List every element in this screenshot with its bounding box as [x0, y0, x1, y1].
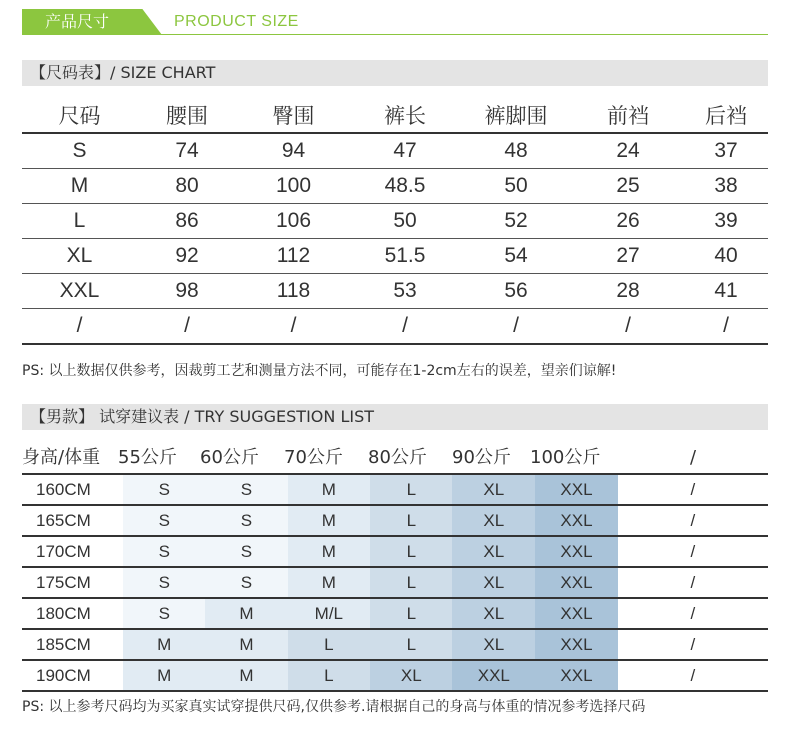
size-chart-cell: 53: [350, 274, 460, 309]
size-chart-cell: 98: [137, 274, 237, 309]
size-chart-cell: 51.5: [350, 239, 460, 274]
suggestion-column-header: 100公斤: [530, 447, 601, 468]
size-chart-cell: 52: [460, 204, 572, 239]
size-chart-row: [22, 169, 768, 204]
size-chart-cell: 24: [572, 133, 684, 169]
size-chart-cell: 25: [572, 169, 684, 204]
suggestion-size-cell: XXL: [535, 598, 618, 629]
suggestion-size-cell: S: [123, 598, 205, 629]
suggestion-row: [22, 505, 768, 536]
size-chart-cell: 54: [460, 239, 572, 274]
suggestion-height-cell: 170CM: [22, 536, 123, 567]
suggestion-table: [22, 473, 768, 692]
suggestion-column-header: 身高/体重: [22, 447, 101, 468]
suggestion-size-cell: L: [370, 474, 452, 505]
size-chart-cell: 80: [137, 169, 237, 204]
size-chart-cell: L: [22, 204, 137, 239]
suggestion-height-cell: 190CM: [22, 660, 123, 691]
suggestion-size-cell: /: [618, 629, 768, 660]
size-chart-cell: S: [22, 133, 137, 169]
size-chart-cell: M: [22, 169, 137, 204]
suggestion-size-cell: L: [288, 660, 371, 691]
suggestion-title-bar: [22, 404, 768, 430]
suggestion-size-cell: XL: [452, 598, 535, 629]
size-chart-cell: 50: [350, 204, 460, 239]
suggestion-size-cell: M: [123, 660, 205, 691]
suggestion-header-row: [22, 443, 768, 473]
suggestion-size-cell: XXL: [535, 629, 618, 660]
suggestion-size-cell: M: [288, 567, 371, 598]
size-chart-column-header: 臀围: [237, 98, 350, 133]
suggestion-row: [22, 660, 768, 691]
suggestion-size-cell: M: [288, 536, 371, 567]
suggestion-size-cell: XL: [370, 660, 452, 691]
suggestion-row: [22, 536, 768, 567]
suggestion-size-cell: XXL: [535, 505, 618, 536]
suggestion-size-cell: XL: [452, 536, 535, 567]
suggestion-size-cell: S: [205, 567, 287, 598]
size-chart-cell: 40: [684, 239, 768, 274]
section-header: [0, 0, 790, 44]
suggestion-column-header: /: [690, 447, 697, 468]
suggestion-size-cell: M: [288, 505, 371, 536]
size-chart-cell: 41: [684, 274, 768, 309]
suggestion-size-cell: L: [370, 629, 452, 660]
size-chart-cell: 94: [237, 133, 350, 169]
size-chart-cell: 106: [237, 204, 350, 239]
suggestion-height-cell: 175CM: [22, 567, 123, 598]
size-chart-header-row: [22, 98, 768, 133]
suggestion-row: [22, 598, 768, 629]
suggestion-size-cell: XXL: [535, 536, 618, 567]
suggestion-size-cell: M: [205, 598, 287, 629]
size-chart-cell: XL: [22, 239, 137, 274]
size-chart-column-header: 前裆: [572, 98, 684, 133]
size-chart-cell: 100: [237, 169, 350, 204]
suggestion-size-cell: S: [205, 505, 287, 536]
size-chart-cell: /: [137, 309, 237, 345]
suggestion-size-cell: XXL: [535, 567, 618, 598]
suggestion-column-header: 60公斤: [200, 447, 259, 468]
suggestion-size-cell: L: [288, 629, 371, 660]
size-chart-row: [22, 204, 768, 239]
size-chart-column-header: 裤脚围: [460, 98, 572, 133]
size-chart-row: [22, 274, 768, 309]
size-chart-row: [22, 133, 768, 169]
suggestion-size-cell: /: [618, 505, 768, 536]
suggestion-size-cell: S: [123, 474, 205, 505]
size-chart-cell: /: [460, 309, 572, 345]
suggestion-height-cell: 160CM: [22, 474, 123, 505]
suggestion-row: [22, 629, 768, 660]
size-chart-cell: 39: [684, 204, 768, 239]
size-chart-column-header: 尺码: [22, 98, 137, 133]
suggestion-size-cell: M: [123, 629, 205, 660]
size-chart-cell: 37: [684, 133, 768, 169]
suggestion-size-cell: XL: [452, 505, 535, 536]
suggestion-column-header: 90公斤: [452, 447, 511, 468]
header-title-en: PRODUCT SIZE: [174, 13, 299, 30]
size-chart-cell: /: [22, 309, 137, 345]
suggestion-size-cell: S: [123, 536, 205, 567]
suggestion-size-cell: S: [205, 536, 287, 567]
suggestion-size-cell: /: [618, 536, 768, 567]
suggestion-row: [22, 474, 768, 505]
suggestion-size-cell: L: [370, 505, 452, 536]
size-chart-column-header: 后裆: [684, 98, 768, 133]
suggestion-size-cell: XL: [452, 629, 535, 660]
suggestion-height-cell: 185CM: [22, 629, 123, 660]
size-chart-cell: 50: [460, 169, 572, 204]
suggestion-size-cell: XXL: [452, 660, 535, 691]
suggestion-height-cell: 180CM: [22, 598, 123, 629]
size-chart-cell: /: [684, 309, 768, 345]
size-chart-note: PS: 以上数据仅供参考，因裁剪工艺和测量方法不同，可能存在1-2cm左右的误差，望亲们谅解!: [22, 363, 617, 379]
size-chart-cell: 56: [460, 274, 572, 309]
suggestion-size-cell: L: [370, 567, 452, 598]
suggestion-size-cell: XL: [452, 567, 535, 598]
size-chart-cell: XXL: [22, 274, 137, 309]
suggestion-size-cell: M: [205, 629, 287, 660]
suggestion-size-cell: S: [123, 505, 205, 536]
size-chart-cell: 27: [572, 239, 684, 274]
size-chart-cell: 28: [572, 274, 684, 309]
size-chart-cell: /: [237, 309, 350, 345]
suggestion-size-cell: S: [123, 567, 205, 598]
suggestion-column-header: 80公斤: [368, 447, 427, 468]
size-chart-cell: 48: [460, 133, 572, 169]
size-chart-cell: /: [572, 309, 684, 345]
size-chart-column-header: 裤长: [350, 98, 460, 133]
size-chart-cell: 112: [237, 239, 350, 274]
suggestion-note: PS: 以上参考尺码均为买家真实试穿提供尺码,仅供参考.请根据自己的身高与体重的情况参考选择尺码: [22, 699, 646, 715]
suggestion-column-header: 70公斤: [284, 447, 343, 468]
suggestion-size-cell: XXL: [535, 474, 618, 505]
suggestion-size-cell: /: [618, 474, 768, 505]
size-chart-cell: 26: [572, 204, 684, 239]
size-chart-title-bar: [22, 60, 768, 86]
suggestion-row: [22, 567, 768, 598]
size-chart-cell: 38: [684, 169, 768, 204]
size-chart-cell: 118: [237, 274, 350, 309]
suggestion-size-cell: /: [618, 598, 768, 629]
suggestion-size-cell: /: [618, 660, 768, 691]
size-chart-cell: 74: [137, 133, 237, 169]
size-chart-cell: 86: [137, 204, 237, 239]
suggestion-size-cell: XL: [452, 474, 535, 505]
suggestion-title: 【男款】 试穿建议表 / TRY SUGGESTION LIST: [30, 407, 375, 426]
size-chart-column-header: 腰围: [137, 98, 237, 133]
suggestion-size-cell: /: [618, 567, 768, 598]
suggestion-size-cell: M: [288, 474, 371, 505]
size-chart-title: 【尺码表】/ SIZE CHART: [30, 63, 216, 82]
header-underline: [150, 34, 768, 35]
suggestion-size-cell: S: [205, 474, 287, 505]
suggestion-size-cell: L: [370, 598, 452, 629]
size-chart-table: [22, 98, 768, 345]
suggestion-size-cell: L: [370, 536, 452, 567]
header-title-cn: 产品尺寸: [45, 12, 110, 31]
size-chart-cell: 92: [137, 239, 237, 274]
size-chart-cell: 47: [350, 133, 460, 169]
size-chart-row: [22, 239, 768, 274]
suggestion-height-cell: 165CM: [22, 505, 123, 536]
size-chart-cell: /: [350, 309, 460, 345]
size-chart-cell: 48.5: [350, 169, 460, 204]
suggestion-size-cell: M/L: [288, 598, 371, 629]
suggestion-size-cell: XXL: [535, 660, 618, 691]
size-chart-row: [22, 309, 768, 345]
suggestion-column-header: 55公斤: [118, 447, 177, 468]
suggestion-size-cell: M: [205, 660, 287, 691]
